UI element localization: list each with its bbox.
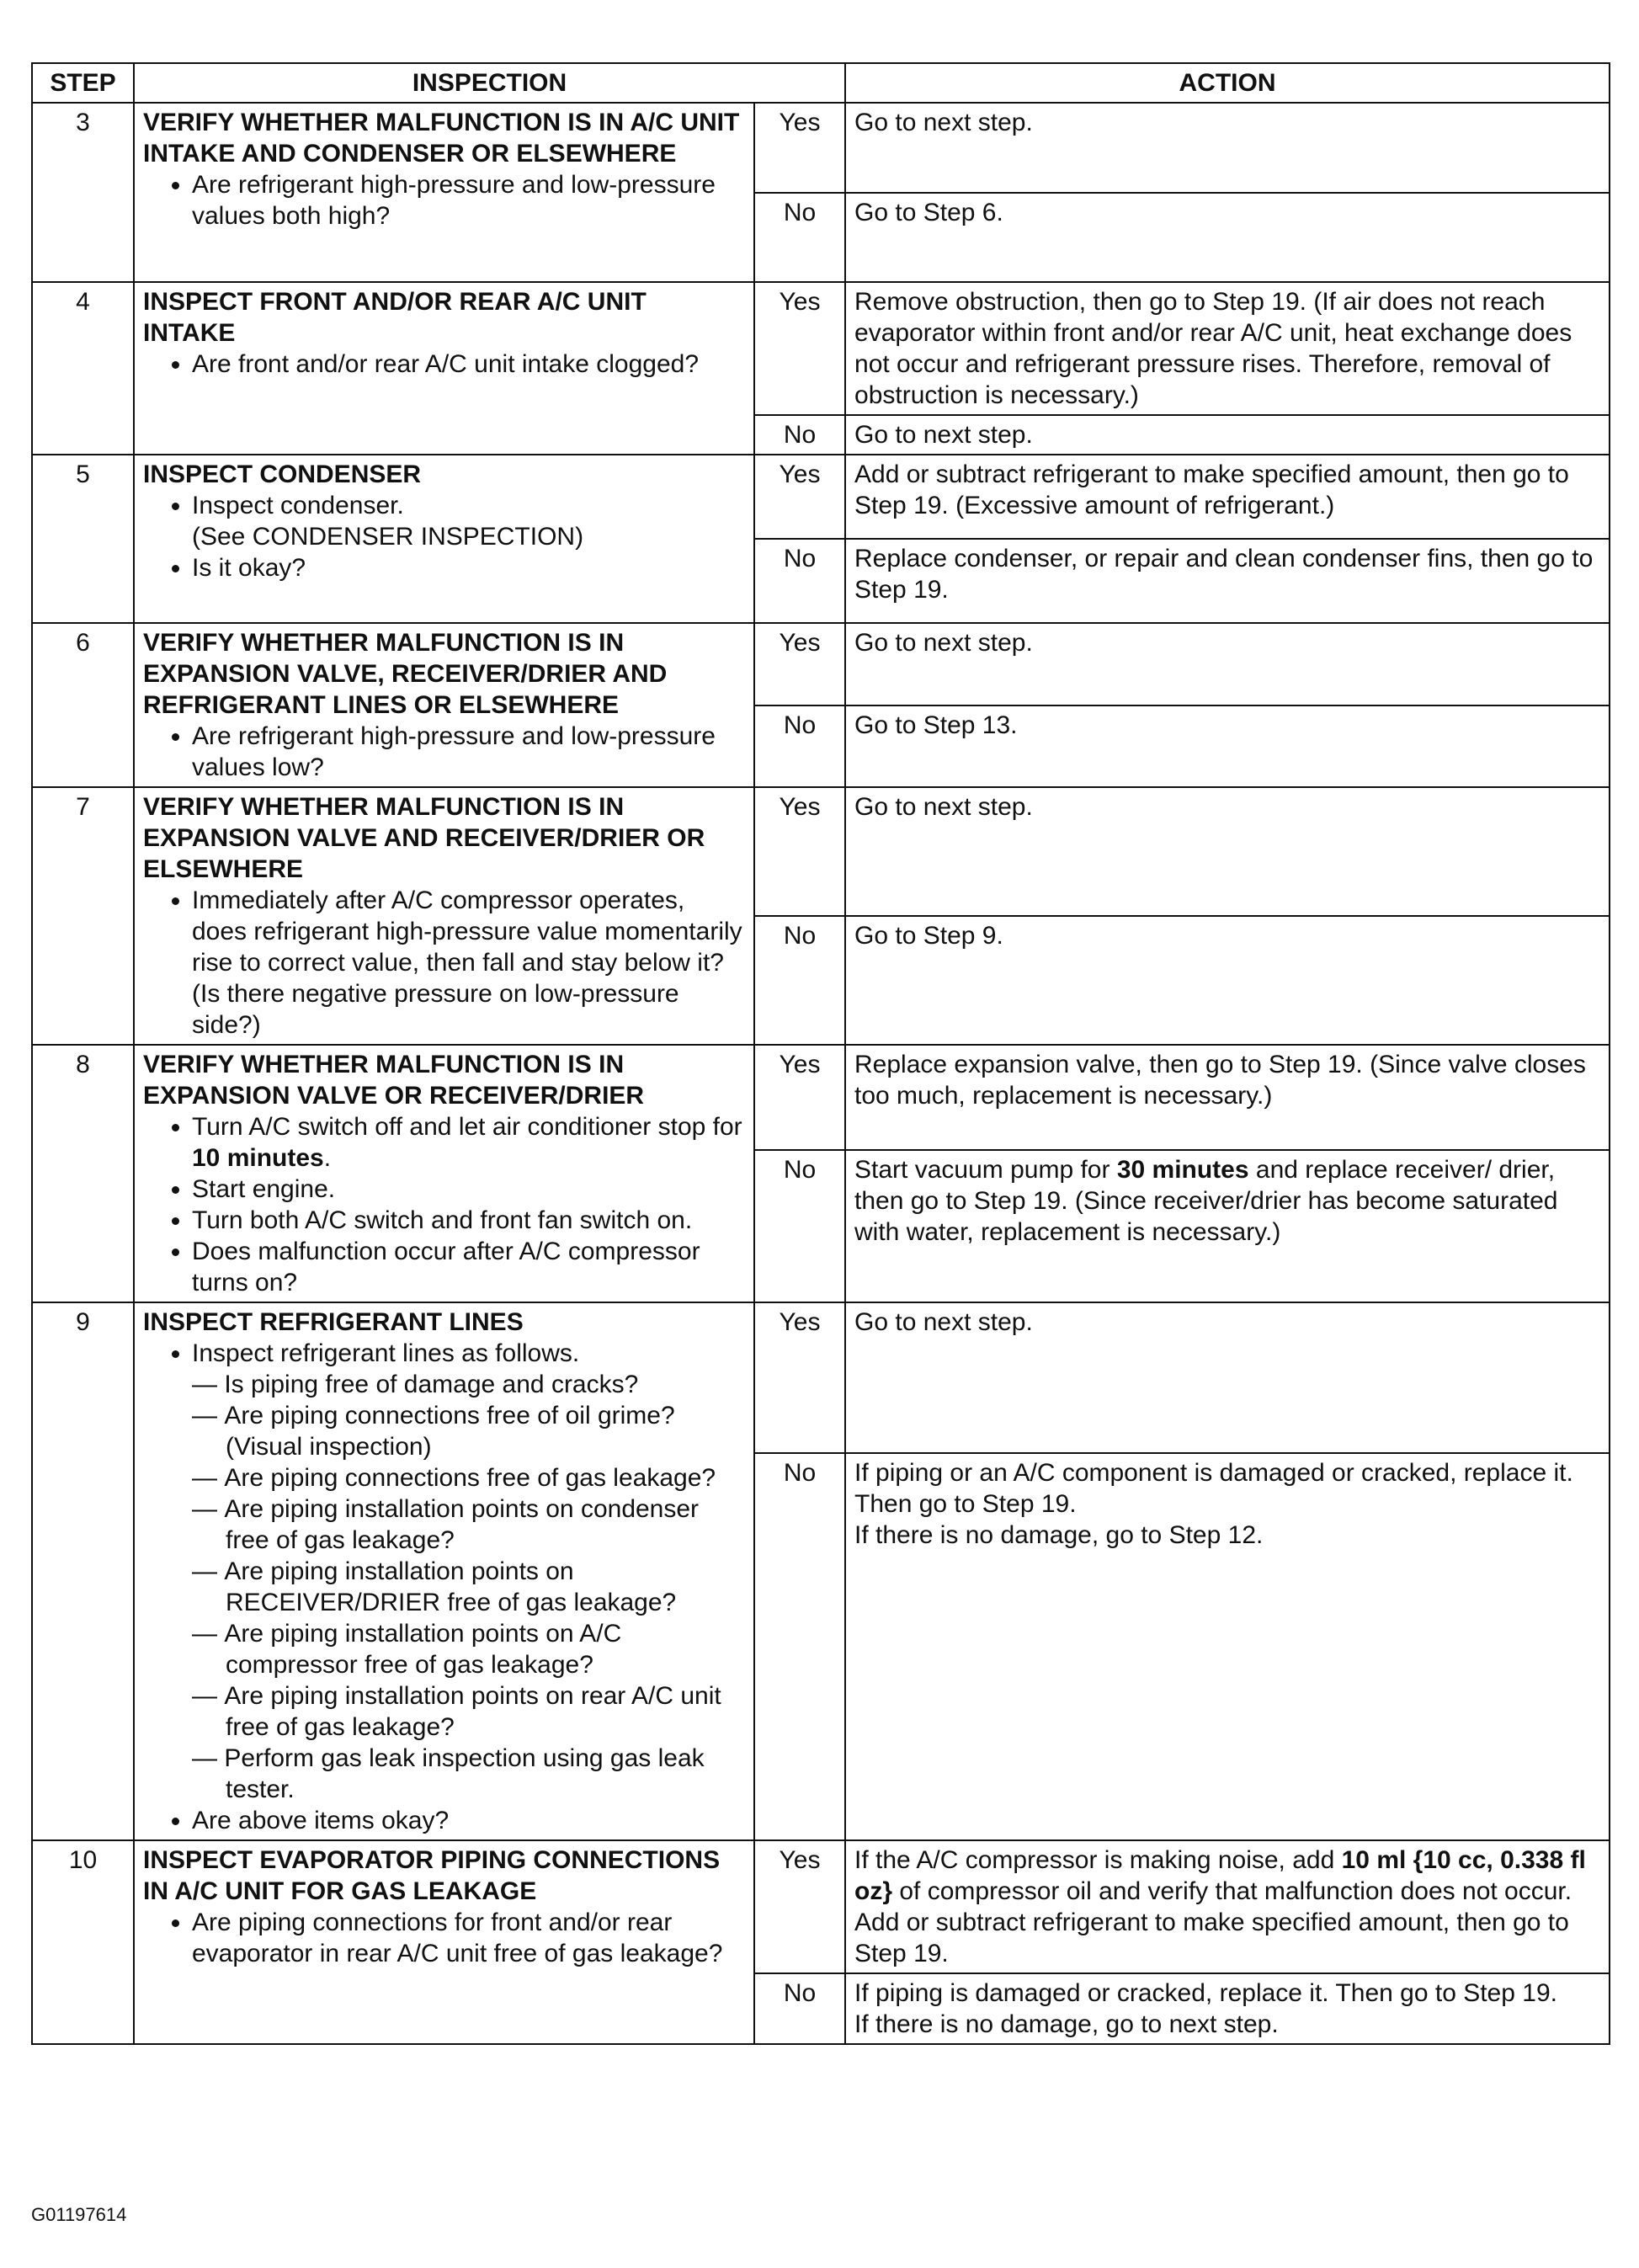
table-row xyxy=(32,1045,1610,1150)
inspection-title: INSPECT CONDENSER xyxy=(143,461,422,488)
dash-item: — Are piping installation points on A/C compressor free of gas leakage? xyxy=(226,1618,745,1680)
answer-no: No xyxy=(754,1973,845,2044)
action-text: If piping or an A/C component is damaged or cracked, replace it. Then go to Step 19. xyxy=(854,1458,1573,1518)
answer-no: No xyxy=(754,415,845,455)
figure-id: G01197614 xyxy=(31,2204,127,2225)
header-step: STEP xyxy=(32,63,134,103)
inspection-title: VERIFY WHETHER MALFUNCTION IS IN EXPANSION VALVE AND RECEIVER/DRIER OR ELSEWHERE xyxy=(143,793,705,883)
inspection-cell xyxy=(134,103,754,282)
answer-yes: Yes xyxy=(754,103,845,193)
table-row xyxy=(32,787,1610,916)
bullet-text: Inspect condenser. xyxy=(192,492,404,519)
step-number: 10 xyxy=(32,1840,134,2044)
action-yes: Go to next step. xyxy=(845,103,1610,193)
inspection-cell xyxy=(134,455,754,623)
inspection-bullet: • Are above items okay? xyxy=(192,1805,745,1836)
answer-yes: Yes xyxy=(754,1840,845,1973)
action-no: Go to next step. xyxy=(845,415,1610,455)
step-number: 7 xyxy=(32,787,134,1045)
header-action: ACTION xyxy=(845,63,1610,103)
inspection-cell xyxy=(134,623,754,787)
answer-yes: Yes xyxy=(754,623,845,705)
oil-amount: 10 ml {10 cc, 0.338 fl oz} xyxy=(854,1846,1586,1905)
inspection-title: INSPECT REFRIGERANT LINES xyxy=(143,1308,524,1336)
inspection-bullet: • Is it okay? xyxy=(192,552,745,583)
inspection-cell xyxy=(134,1840,754,2044)
action-yes: Remove obstruction, then go to Step 19. (If air does not reach evaporator within front and/or rear A/C unit, heat exchange does not occur and refrigerant pressure rises. Therefore, removal of obstruction is necessary.) xyxy=(845,282,1610,415)
inspection-bullet: • Are refrigerant high-pressure and low-pressure values low? xyxy=(192,721,745,783)
action-text: Add or subtract refrigerant to make specified amount, then go to Step 19. xyxy=(854,1909,1569,1967)
table-row xyxy=(32,455,1610,539)
dash-item: — Perform gas leak inspection using gas leak tester. xyxy=(226,1743,745,1805)
inspection-cell xyxy=(134,1302,754,1840)
action-yes: Go to next step. xyxy=(845,1302,1610,1453)
action-no xyxy=(845,1150,1610,1302)
step-number: 8 xyxy=(32,1045,134,1302)
action-text: Start vacuum pump for xyxy=(854,1156,1117,1185)
duration-value: 30 minutes xyxy=(1116,1156,1249,1185)
table-row xyxy=(32,623,1610,705)
table-row xyxy=(32,1302,1610,1453)
dash-item: — Are piping installation points on rear A/C unit free of gas leakage? xyxy=(226,1680,745,1743)
dash-item: — Are piping installation points on RECEIVER/DRIER free of gas leakage? xyxy=(226,1556,745,1618)
table-row xyxy=(32,282,1610,415)
dash-item: — Are piping installation points on condenser free of gas leakage? xyxy=(226,1493,745,1556)
action-yes: Go to next step. xyxy=(845,787,1610,916)
step-number: 6 xyxy=(32,623,134,787)
bullet-text: Turn A/C switch off and let air conditioner stop for xyxy=(192,1113,742,1141)
inspection-title: VERIFY WHETHER MALFUNCTION IS IN A/C UNIT INTAKE AND CONDENSER OR ELSEWHERE xyxy=(143,109,740,168)
table-header-row xyxy=(32,63,1610,103)
action-text: If there is no damage, go to Step 12. xyxy=(854,1520,1264,1549)
answer-yes: Yes xyxy=(754,1302,845,1453)
inspection-title: VERIFY WHETHER MALFUNCTION IS IN EXPANSION VALVE, RECEIVER/DRIER AND REFRIGERANT LINES OR ELSEWHERE xyxy=(143,629,668,719)
action-yes: Add or subtract refrigerant to make specified amount, then go to Step 19. (Excessive amount of refrigerant.) xyxy=(845,455,1610,539)
bullet-text: . xyxy=(323,1144,332,1172)
action-text: If piping is damaged or cracked, replace it. Then go to Step 19. xyxy=(854,1979,1557,2007)
dash-item: — Is piping free of damage and cracks? xyxy=(226,1369,745,1400)
answer-yes: Yes xyxy=(754,282,845,415)
inspection-bullet: • Are refrigerant high-pressure and low-pressure values both high? xyxy=(192,169,745,232)
action-no xyxy=(845,1973,1610,2044)
step-number: 4 xyxy=(32,282,134,455)
action-text: If the A/C compressor is making noise, add xyxy=(854,1846,1342,1874)
answer-no: No xyxy=(754,916,845,1045)
action-no: Go to Step 13. xyxy=(845,705,1610,788)
answer-no: No xyxy=(754,193,845,283)
step-number: 3 xyxy=(32,103,134,282)
action-text: and replace receiver/ drier, then go to Step 19. (Since receiver/drier has become saturated with water, replacement is necessary.) xyxy=(854,1156,1558,1247)
answer-no: No xyxy=(754,539,845,623)
answer-no: No xyxy=(754,1453,845,1840)
inspection-bullet xyxy=(192,1111,745,1174)
action-yes xyxy=(845,1840,1610,1973)
inspection-bullet: • Are front and/or rear A/C unit intake clogged? xyxy=(192,349,745,380)
reference-note: (See CONDENSER INSPECTION) xyxy=(192,523,584,551)
step-number: 9 xyxy=(32,1302,134,1840)
inspection-cell xyxy=(134,282,754,455)
inspection-bullet: • Turn both A/C switch and front fan switch on. xyxy=(192,1205,745,1236)
inspection-title: INSPECT FRONT AND/OR REAR A/C UNIT INTAKE xyxy=(143,288,647,347)
inspection-bullet: • Does malfunction occur after A/C compressor turns on? xyxy=(192,1236,745,1298)
action-yes: Replace expansion valve, then go to Step 19. (Since valve closes too much, replacement is necessary.) xyxy=(845,1045,1610,1150)
action-no: Replace condenser, or repair and clean condenser fins, then go to Step 19. xyxy=(845,539,1610,623)
inspection-bullet xyxy=(192,1338,745,1805)
action-text: If there is no damage, go to next step. xyxy=(854,2010,1279,2038)
duration-value: 10 minutes xyxy=(192,1144,324,1172)
table-row xyxy=(32,1840,1610,1973)
answer-yes: Yes xyxy=(754,787,845,916)
inspection-title: INSPECT EVAPORATOR PIPING CONNECTIONS IN A/C UNIT FOR GAS LEAKAGE xyxy=(143,1846,721,1905)
table-row xyxy=(32,103,1610,193)
inspection-bullet xyxy=(192,490,745,552)
inspection-title: VERIFY WHETHER MALFUNCTION IS IN EXPANSION VALVE OR RECEIVER/DRIER xyxy=(143,1051,645,1110)
action-text: of compressor oil and verify that malfunction does not occur. xyxy=(892,1877,1572,1905)
answer-yes: Yes xyxy=(754,455,845,539)
action-no: Go to Step 6. xyxy=(845,193,1610,283)
inspection-bullet: • Immediately after A/C compressor operates, does refrigerant high-pressure value momentarily rise to correct value, then fall and stay below it? (Is there negative pressure on low-pressure side?) xyxy=(192,885,745,1041)
answer-no: No xyxy=(754,1150,845,1302)
answer-no: No xyxy=(754,705,845,788)
inspection-cell xyxy=(134,787,754,1045)
action-yes: Go to next step. xyxy=(845,623,1610,705)
dash-item: — Are piping connections free of gas leakage? xyxy=(226,1462,745,1493)
troubleshooting-table xyxy=(31,62,1610,2045)
inspection-cell xyxy=(134,1045,754,1302)
action-no: Go to Step 9. xyxy=(845,916,1610,1045)
inspection-bullet: • Start engine. xyxy=(192,1174,745,1205)
header-inspection: INSPECTION xyxy=(134,63,845,103)
step-number: 5 xyxy=(32,455,134,623)
inspection-bullet: • Are piping connections for front and/or rear evaporator in rear A/C unit free of gas leakage? xyxy=(192,1907,745,1969)
dash-item: — Are piping connections free of oil grime? (Visual inspection) xyxy=(226,1400,745,1462)
bullet-text: Inspect refrigerant lines as follows. xyxy=(192,1339,580,1367)
action-no xyxy=(845,1453,1610,1840)
answer-yes: Yes xyxy=(754,1045,845,1150)
dash-list xyxy=(192,1369,745,1805)
